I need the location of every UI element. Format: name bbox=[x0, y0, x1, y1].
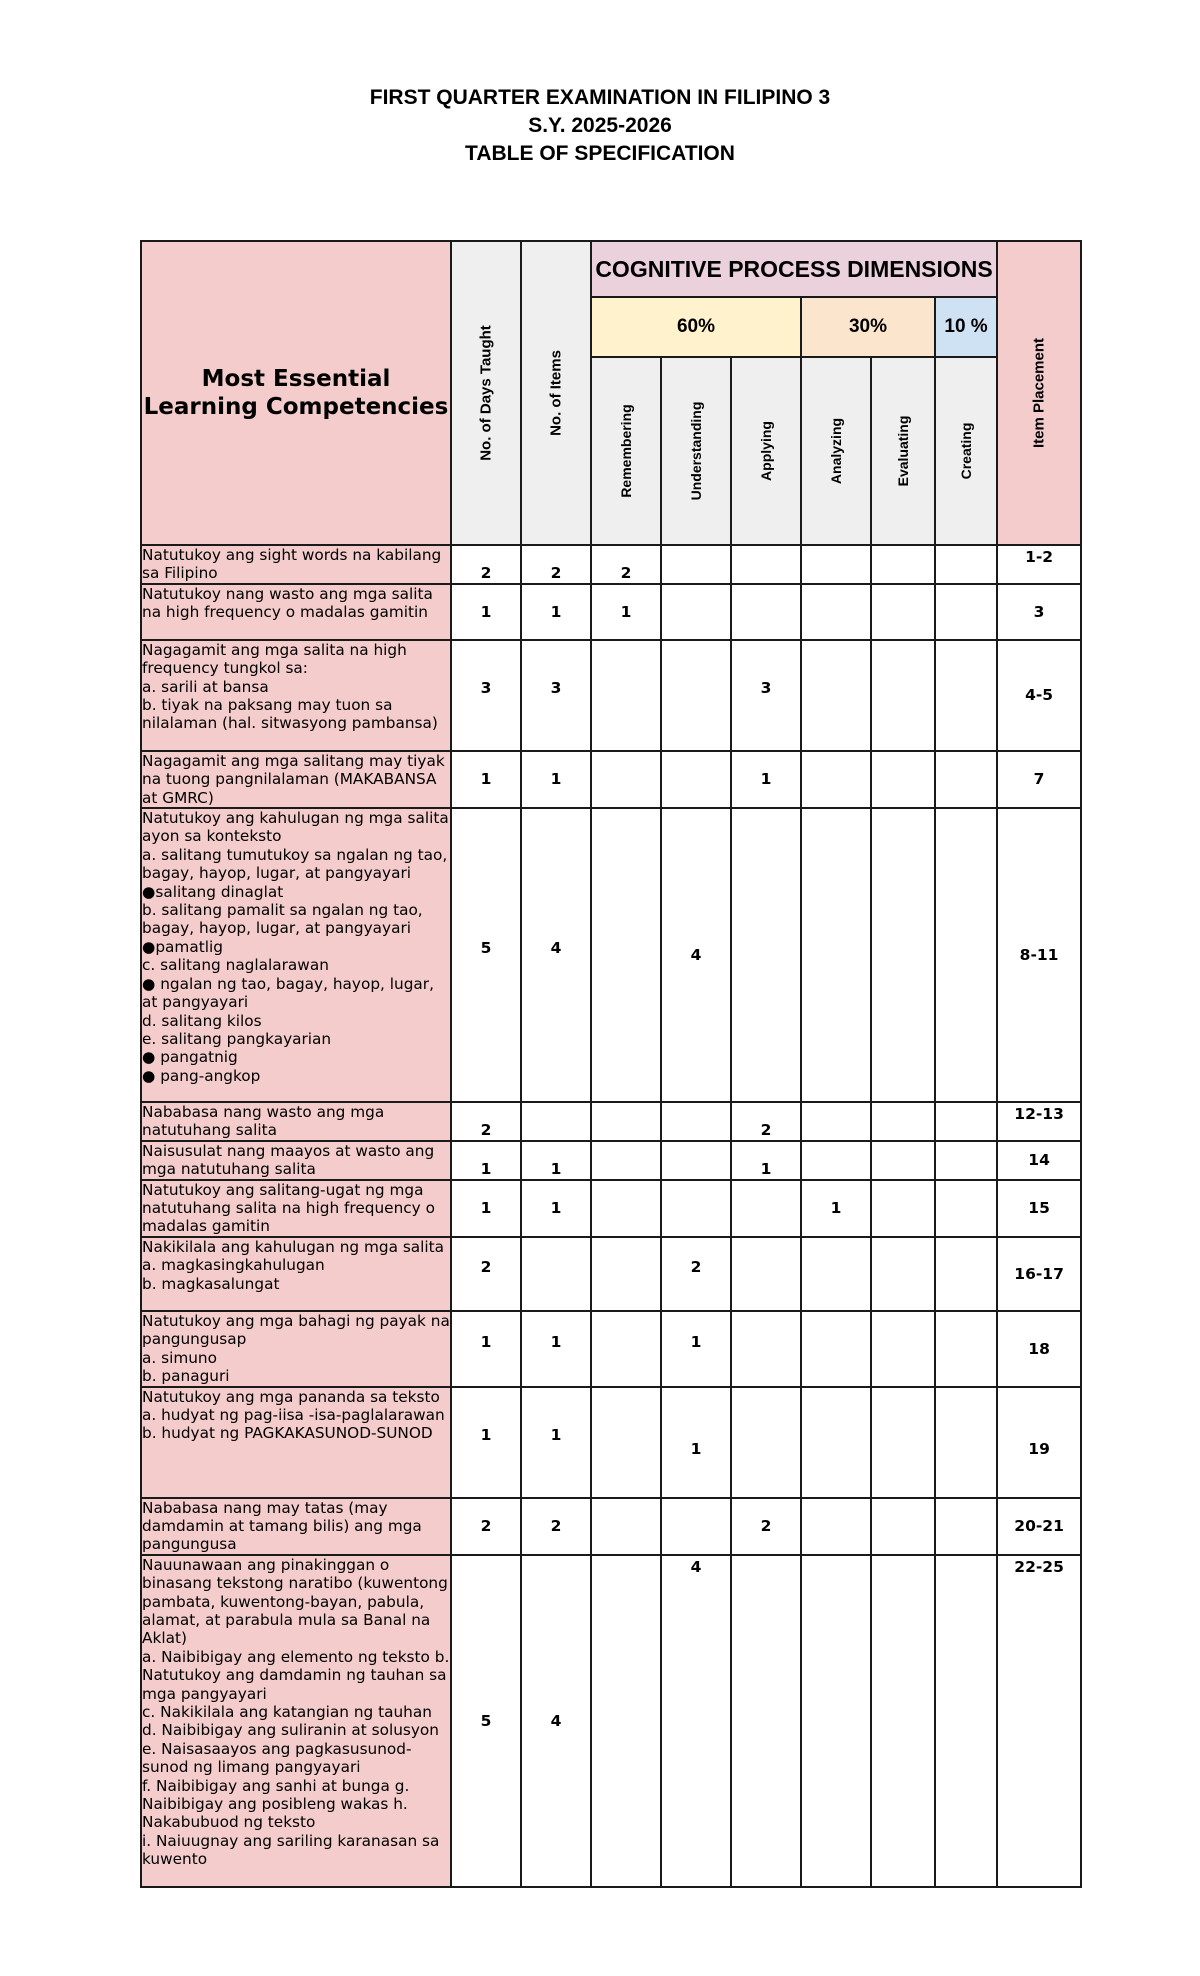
days-cell: 5 bbox=[451, 808, 521, 1102]
header-item-placement: Item Placement bbox=[997, 241, 1081, 545]
header-analyzing: Analyzing bbox=[801, 357, 871, 545]
applying-cell bbox=[731, 584, 801, 640]
applying-cell bbox=[731, 1387, 801, 1498]
items-cell: 1 bbox=[521, 584, 591, 640]
placement-cell: 7 bbox=[997, 751, 1081, 808]
applying-cell bbox=[731, 545, 801, 584]
competency-cell: Nauunawaan ang pinakinggan o binasang tekstong naratibo (kuwentong pambata, kuwentong-bayan, pabula, alamat, at parabula mula sa Banal na Aklat) a. Naibibigay ang elemento ng teksto b. Natutukoy ang damdamin ng tauhan sa mga pangyayari c. Nakikilala ang katangian ng tauhan d. Naibibigay ang suliranin at solusyon e. Naisasaayos ang pagkasusunod-sunod ng limang pangyayari f. Naibibigay ang sanhi at bunga g. Naibibigay ang posibleng wakas h. Nakabubuod ng teksto i. Naiuugnay ang sariling karanasan sa kuwento bbox=[141, 1555, 451, 1887]
evaluating-cell bbox=[871, 584, 935, 640]
analyzing-cell bbox=[801, 1498, 871, 1555]
competency-cell: Natutukoy ang salitang-ugat ng mga natutuhang salita na high frequency o madalas gamitin bbox=[141, 1180, 451, 1237]
evaluating-cell bbox=[871, 1102, 935, 1141]
days-cell: 2 bbox=[451, 545, 521, 584]
days-cell: 1 bbox=[451, 751, 521, 808]
items-cell: 1 bbox=[521, 1141, 591, 1180]
remembering-cell bbox=[591, 1311, 661, 1387]
table-row bbox=[141, 1498, 1081, 1555]
header-cognitive: COGNITIVE PROCESS DIMENSIONS bbox=[591, 241, 997, 297]
table-row bbox=[141, 1180, 1081, 1237]
table-row bbox=[141, 751, 1081, 808]
analyzing-cell bbox=[801, 1555, 871, 1887]
understanding-cell: 2 bbox=[661, 1237, 731, 1311]
competency-cell: Nagagamit ang mga salita na high frequency tungkol sa: a. sarili at bansa b. tiyak na paksang may tuon sa nilalaman (hal. sitwasyong pambansa) bbox=[141, 640, 451, 751]
competency-cell: Nagagamit ang mga salitang may tiyak na tuong pangnilalaman (MAKABANSA at GMRC) bbox=[141, 751, 451, 808]
title-line-1: FIRST QUARTER EXAMINATION IN FILIPINO 3 bbox=[369, 86, 831, 109]
header-understanding: Understanding bbox=[661, 357, 731, 545]
remembering-cell: 1 bbox=[591, 584, 661, 640]
evaluating-cell bbox=[871, 1237, 935, 1311]
analyzing-cell bbox=[801, 751, 871, 808]
applying-cell bbox=[731, 1555, 801, 1887]
analyzing-cell bbox=[801, 808, 871, 1102]
items-cell: 4 bbox=[521, 1555, 591, 1887]
document-title bbox=[0, 84, 1200, 168]
table-row bbox=[141, 584, 1081, 640]
applying-cell: 2 bbox=[731, 1102, 801, 1141]
creating-cell bbox=[935, 1498, 997, 1555]
applying-cell: 3 bbox=[731, 640, 801, 751]
creating-cell bbox=[935, 545, 997, 584]
items-cell: 1 bbox=[521, 751, 591, 808]
remembering-cell bbox=[591, 1102, 661, 1141]
competency-cell: Naisusulat nang maayos at wasto ang mga natutuhang salita bbox=[141, 1141, 451, 1180]
remembering-cell bbox=[591, 1180, 661, 1237]
header-remembering: Remembering bbox=[591, 357, 661, 545]
remembering-cell bbox=[591, 1555, 661, 1887]
placement-cell: 4-5 bbox=[997, 640, 1081, 751]
understanding-cell bbox=[661, 640, 731, 751]
table-row bbox=[141, 1102, 1081, 1141]
competency-cell: Natutukoy ang mga pananda sa teksto a. hudyat ng pag-iisa -isa-paglalarawan b. hudyat ng PAGKAKASUNOD-SUNOD bbox=[141, 1387, 451, 1498]
understanding-cell bbox=[661, 751, 731, 808]
understanding-cell bbox=[661, 1141, 731, 1180]
creating-cell bbox=[935, 1141, 997, 1180]
understanding-cell: 1 bbox=[661, 1311, 731, 1387]
evaluating-cell bbox=[871, 808, 935, 1102]
days-cell: 2 bbox=[451, 1237, 521, 1311]
competency-cell: Natutukoy ang sight words na kabilang sa Filipino bbox=[141, 545, 451, 584]
table-row bbox=[141, 1141, 1081, 1180]
items-cell: 2 bbox=[521, 545, 591, 584]
creating-cell bbox=[935, 751, 997, 808]
understanding-cell bbox=[661, 545, 731, 584]
competency-cell: Nababasa nang wasto ang mga natutuhang salita bbox=[141, 1102, 451, 1141]
title-line-3: TABLE OF SPECIFICATION bbox=[465, 142, 735, 165]
days-cell: 1 bbox=[451, 584, 521, 640]
items-cell: 2 bbox=[521, 1498, 591, 1555]
competency-cell: Nababasa nang may tatas (may damdamin at tamang bilis) ang mga pangungusa bbox=[141, 1498, 451, 1555]
creating-cell bbox=[935, 1555, 997, 1887]
items-cell: 1 bbox=[521, 1387, 591, 1498]
table-row bbox=[141, 1237, 1081, 1311]
header-days-taught: No. of Days Taught bbox=[451, 241, 521, 545]
placement-cell: 20-21 bbox=[997, 1498, 1081, 1555]
understanding-cell: 1 bbox=[661, 1387, 731, 1498]
table-row bbox=[141, 545, 1081, 584]
days-cell: 1 bbox=[451, 1180, 521, 1237]
days-cell: 2 bbox=[451, 1102, 521, 1141]
header-competencies: Most Essential Learning Competencies bbox=[141, 241, 451, 545]
creating-cell bbox=[935, 1237, 997, 1311]
evaluating-cell bbox=[871, 1498, 935, 1555]
competency-cell: Natutukoy ang mga bahagi ng payak na pangungusap a. simuno b. panaguri bbox=[142, 1311, 450, 1386]
placement-cell: 15 bbox=[997, 1180, 1081, 1237]
placement-cell: 16-17 bbox=[997, 1237, 1081, 1311]
creating-cell bbox=[935, 1102, 997, 1141]
analyzing-cell bbox=[801, 1387, 871, 1498]
understanding-cell bbox=[661, 1180, 731, 1237]
creating-cell bbox=[935, 640, 997, 751]
remembering-cell bbox=[591, 1237, 661, 1311]
competency-cell: Natutukoy ang kahulugan ng mga salita ayon sa konteksto a. salitang tumutukoy sa ngalan ng tao, bagay, hayop, lugar, at pangyayari ●salitang dinaglat b. salitang pamalit sa ngalan ng tao, bagay, hayop, lugar, at pangyayari ●pamatlig c. salitang naglalarawan ● ngalan ng tao, bagay, hayop, lugar, at pangyayari d. salitang kilos e. salitang pangkayarian ● pangatnig ● pang-angkop bbox=[141, 808, 451, 1102]
placement-cell: 18 bbox=[997, 1311, 1081, 1387]
creating-cell bbox=[935, 1387, 997, 1498]
items-cell: 1 bbox=[521, 1311, 591, 1387]
days-cell: 1 bbox=[451, 1141, 521, 1180]
items-cell bbox=[521, 1237, 591, 1311]
table-row bbox=[141, 1311, 1081, 1387]
placement-cell: 12-13 bbox=[997, 1102, 1081, 1141]
understanding-cell bbox=[661, 1498, 731, 1555]
header-creating: Creating bbox=[935, 357, 997, 545]
applying-cell bbox=[731, 808, 801, 1102]
items-cell: 1 bbox=[521, 1180, 591, 1237]
days-cell: 5 bbox=[451, 1555, 521, 1887]
remembering-cell bbox=[591, 640, 661, 751]
creating-cell bbox=[935, 584, 997, 640]
remembering-cell bbox=[591, 808, 661, 1102]
header-pct-30: 30% bbox=[801, 297, 935, 357]
items-cell: 3 bbox=[521, 640, 591, 751]
understanding-cell bbox=[661, 1102, 731, 1141]
header-items: No. of Items bbox=[521, 241, 591, 545]
table-row bbox=[141, 1387, 1081, 1498]
evaluating-cell bbox=[871, 640, 935, 751]
applying-cell: 1 bbox=[731, 751, 801, 808]
remembering-cell bbox=[591, 1387, 661, 1498]
items-cell: 4 bbox=[521, 808, 591, 1102]
creating-cell bbox=[935, 1180, 997, 1237]
creating-cell bbox=[935, 808, 997, 1102]
understanding-cell: 4 bbox=[661, 1555, 731, 1887]
days-cell: 2 bbox=[451, 1498, 521, 1555]
evaluating-cell bbox=[871, 1141, 935, 1180]
analyzing-cell bbox=[801, 545, 871, 584]
applying-cell bbox=[731, 1180, 801, 1237]
evaluating-cell bbox=[871, 1180, 935, 1237]
analyzing-cell bbox=[801, 1102, 871, 1141]
applying-cell: 2 bbox=[731, 1498, 801, 1555]
analyzing-cell bbox=[801, 584, 871, 640]
analyzing-cell bbox=[801, 1141, 871, 1180]
remembering-cell bbox=[591, 1498, 661, 1555]
placement-cell: 14 bbox=[997, 1141, 1081, 1180]
title-line-2: S.Y. 2025-2026 bbox=[528, 114, 672, 137]
days-cell: 3 bbox=[451, 640, 521, 751]
analyzing-cell bbox=[801, 1237, 871, 1311]
evaluating-cell bbox=[871, 751, 935, 808]
applying-cell: 1 bbox=[731, 1141, 801, 1180]
competency-cell: Natutukoy nang wasto ang mga salita na high frequency o madalas gamitin bbox=[141, 584, 451, 640]
applying-cell bbox=[731, 1311, 801, 1387]
placement-cell: 19 bbox=[997, 1387, 1081, 1498]
table-row bbox=[141, 1555, 1081, 1887]
evaluating-cell bbox=[871, 1555, 935, 1887]
placement-cell: 3 bbox=[997, 584, 1081, 640]
placement-cell: 1-2 bbox=[997, 545, 1081, 584]
header-pct-10: 10 % bbox=[935, 297, 997, 357]
days-cell: 1 bbox=[451, 1311, 521, 1387]
placement-cell: 22-25 bbox=[997, 1555, 1081, 1887]
header-applying: Applying bbox=[731, 357, 801, 545]
remembering-cell bbox=[591, 1141, 661, 1180]
evaluating-cell bbox=[871, 1311, 935, 1387]
analyzing-cell bbox=[801, 640, 871, 751]
table-row bbox=[141, 808, 1081, 1102]
understanding-cell bbox=[661, 584, 731, 640]
evaluating-cell bbox=[871, 1387, 935, 1498]
competency-cell: Nakikilala ang kahulugan ng mga salita a. magkasingkahulugan b. magkasalungat bbox=[141, 1237, 451, 1311]
applying-cell bbox=[731, 1237, 801, 1311]
analyzing-cell bbox=[801, 1311, 871, 1387]
analyzing-cell: 1 bbox=[801, 1180, 871, 1237]
header-pct-60: 60% bbox=[591, 297, 801, 357]
table-of-specification bbox=[140, 240, 1082, 1888]
table-row bbox=[141, 640, 1081, 751]
understanding-cell: 4 bbox=[661, 808, 731, 1102]
creating-cell bbox=[935, 1311, 997, 1387]
remembering-cell bbox=[591, 751, 661, 808]
items-cell bbox=[521, 1102, 591, 1141]
days-cell: 1 bbox=[451, 1387, 521, 1498]
evaluating-cell bbox=[871, 545, 935, 584]
placement-cell: 8-11 bbox=[997, 808, 1081, 1102]
remembering-cell: 2 bbox=[591, 545, 661, 584]
header-evaluating: Evaluating bbox=[871, 357, 935, 545]
